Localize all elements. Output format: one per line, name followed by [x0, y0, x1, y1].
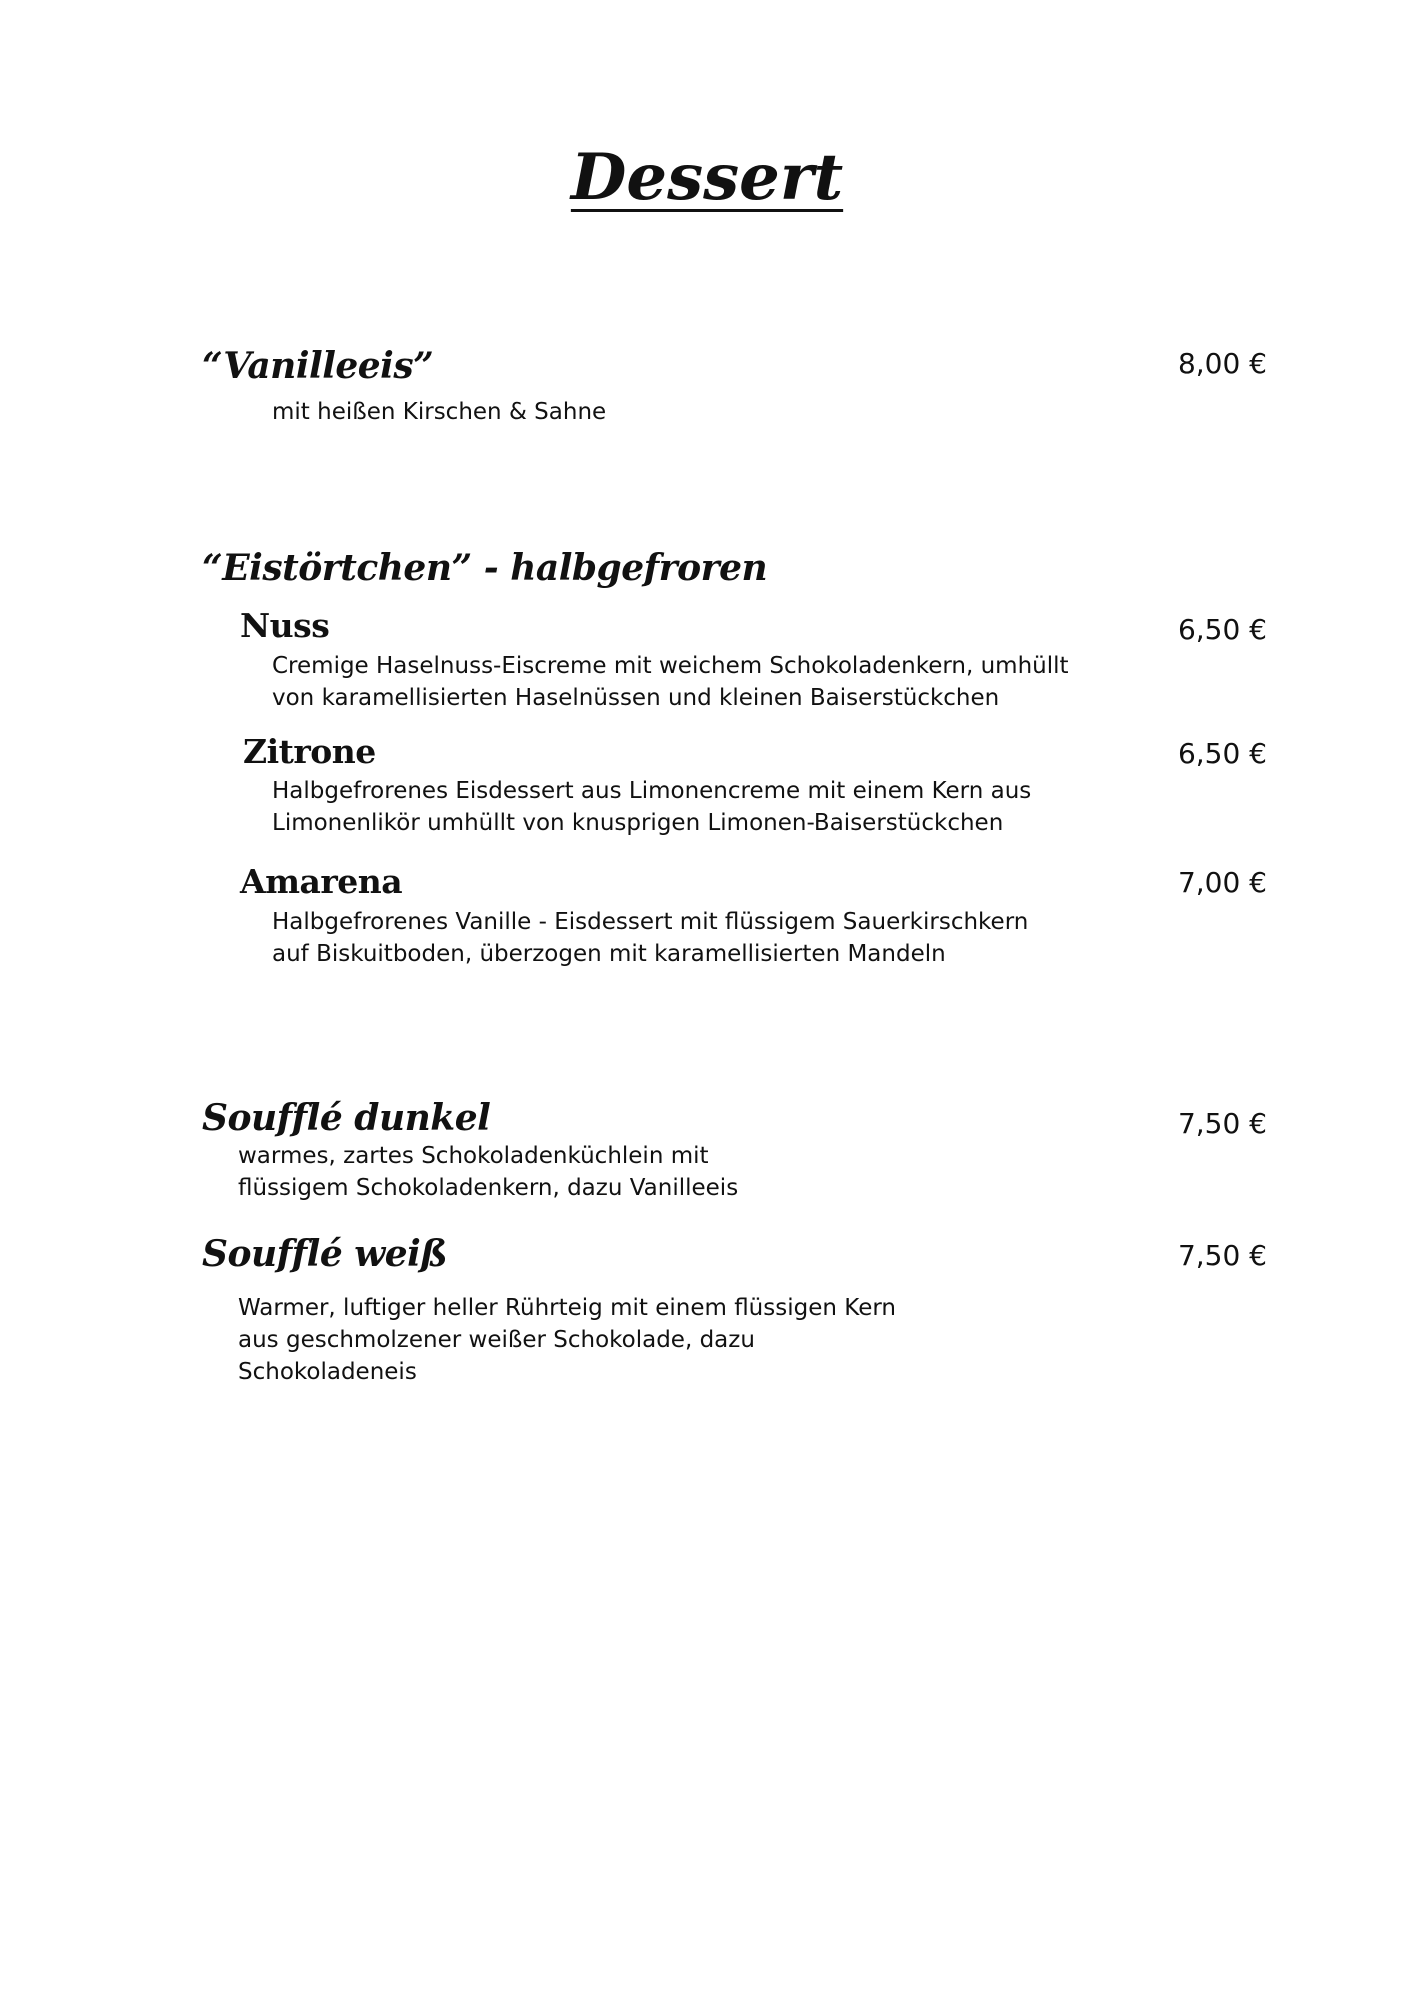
- page-title: Dessert: [570, 140, 844, 215]
- souffle-dunkel-price: 7,50 €: [1177, 1107, 1267, 1140]
- nuss-description-line-2: von karamellisierten Haselnüssen und kleinen Baiserstückchen: [272, 685, 1000, 711]
- vanilleeis-name: “Vanilleeis”: [202, 345, 434, 387]
- souffle-weiss-description-line-1: Warmer, luftiger heller Rührteig mit einem flüssigen Kern: [238, 1295, 896, 1321]
- souffle-dunkel-description-line-2: flüssigem Schokoladenkern, dazu Vanilleeis: [238, 1175, 739, 1201]
- zitrone-name: Zitrone: [243, 732, 376, 771]
- souffle-dunkel-description-line-1: warmes, zartes Schokoladenküchlein mit: [238, 1143, 709, 1169]
- souffle-weiss-description-line-3: Schokoladeneis: [238, 1359, 417, 1385]
- zitrone-description-line-1: Halbgefrorenes Eisdessert aus Limonencreme mit einem Kern aus: [272, 778, 1032, 804]
- amarena-name: Amarena: [240, 862, 403, 901]
- amarena-description-line-2: auf Biskuitboden, überzogen mit karamellisierten Mandeln: [272, 941, 946, 967]
- souffle-weiss-description-line-2: aus geschmolzener weißer Schokolade, dazu: [238, 1327, 755, 1353]
- nuss-price: 6,50 €: [1177, 613, 1267, 646]
- zitrone-price: 6,50 €: [1177, 737, 1267, 770]
- amarena-price: 7,00 €: [1177, 866, 1267, 899]
- nuss-name: Nuss: [240, 606, 330, 645]
- souffle-weiss-name: Soufflé weiß: [202, 1233, 448, 1275]
- eistoertchen-heading: “Eistörtchen” - halbgefroren: [202, 547, 768, 589]
- souffle-dunkel-name: Soufflé dunkel: [202, 1097, 491, 1139]
- amarena-description-line-1: Halbgefrorenes Vanille - Eisdessert mit flüssigem Sauerkirschkern: [272, 909, 1029, 935]
- nuss-description-line-1: Cremige Haselnuss-Eiscreme mit weichem Schokoladenkern, umhüllt: [272, 653, 1069, 679]
- zitrone-description-line-2: Limonenlikör umhüllt von knusprigen Limonen-Baiserstückchen: [272, 810, 1004, 836]
- vanilleeis-price: 8,00 €: [1177, 347, 1267, 380]
- vanilleeis-description: mit heißen Kirschen & Sahne: [272, 399, 607, 425]
- souffle-weiss-price: 7,50 €: [1177, 1239, 1267, 1272]
